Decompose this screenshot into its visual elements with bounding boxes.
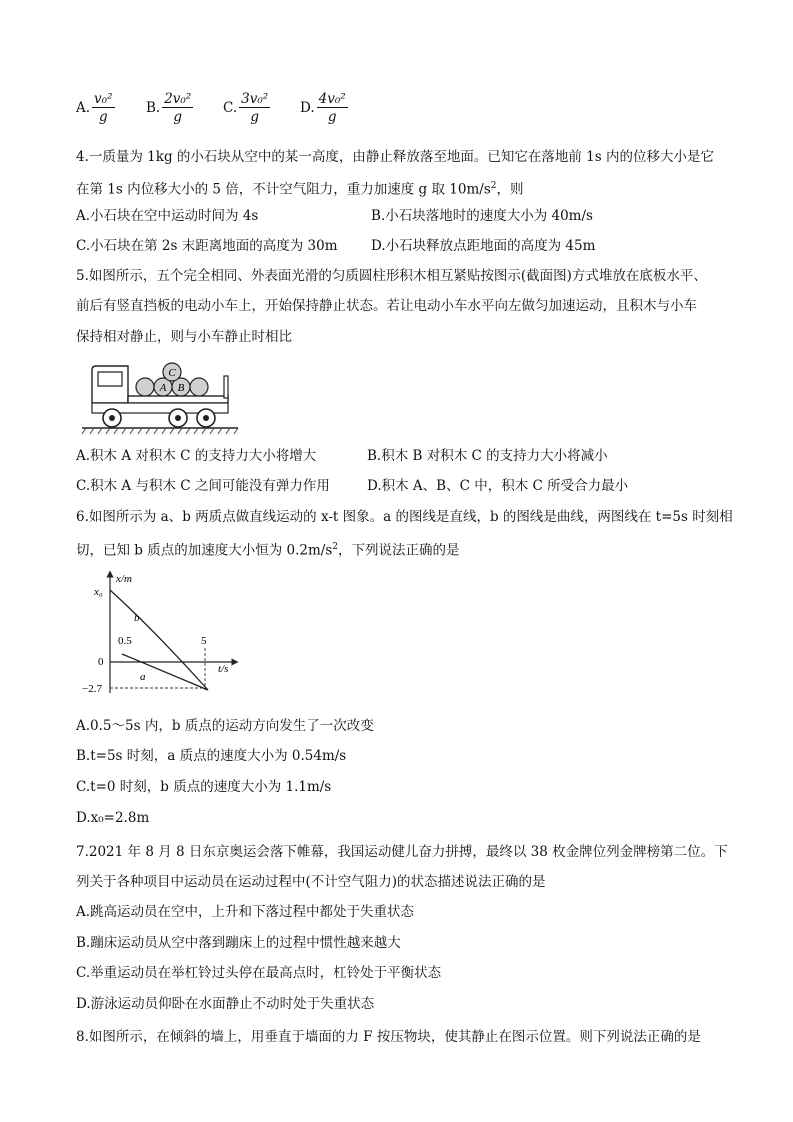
q4-option-a: A.小石块在空中运动时间为 4s: [76, 208, 259, 224]
q7-option-b: B.蹦床运动员从空中落到蹦床上的过程中惯性越来越大: [76, 935, 401, 951]
truck-bed: [128, 396, 228, 403]
y-axis-label: x/m: [116, 573, 132, 585]
q7-stem-line1: 7.2021 年 8 月 8 日东京奥运会落下帷幕，我国运动健儿奋力拼搏，最终以 38 枚金牌位列金牌榜第二位。下: [76, 844, 728, 860]
q6-option-d: D.x₀=2.8m: [76, 810, 150, 826]
tick-05-label: 0.5: [118, 635, 132, 647]
q3-option-d-fraction: [317, 91, 348, 126]
q4-stem-line2-sup: 2: [490, 181, 497, 191]
q5-option-d: D.积木 A、B、C 中，积木 C 所受合力最小: [367, 478, 629, 494]
q5-option-b: B.积木 B 对积木 C 的支持力大小将减小: [367, 448, 608, 464]
q6-option-a: A.0.5～5s 内，b 质点的运动方向发生了一次改变: [76, 718, 374, 734]
truck-window: [98, 372, 122, 386]
q6-xt-graph: [80, 568, 240, 698]
q6-option-c: C.t=0 时刻，b 质点的速度大小为 1.1m/s: [76, 779, 332, 795]
label-a: A: [159, 382, 167, 394]
q3-option-c-den: g: [250, 108, 259, 125]
line-a-label: a: [140, 671, 146, 683]
q6-option-b: B.t=5s 时刻，a 质点的速度大小为 0.54m/s: [76, 748, 347, 764]
tick-5-label: 5: [201, 635, 207, 647]
q5-stem-line2: 前后有竖直挡板的电动小车上，开始保持静止状态。若让电动小车水平向左做匀加速运动，且积木与小车: [76, 298, 697, 314]
q6-stem-line1: 6.如图所示为 a、b 两质点做直线运动的 x-t 图象。a 的图线是直线，b 的图线是曲线，两图线在 t=5s 时刻相: [76, 509, 733, 525]
label-b: B: [177, 382, 185, 394]
x-axis-label: t/s: [218, 663, 229, 675]
q3-option-b: [146, 86, 193, 130]
q4-option-c: C.小石块在第 2s 末距离地面的高度为 30m: [76, 238, 338, 254]
wheel-front-hub: [109, 415, 115, 421]
q7-option-c: C.举重运动员在举杠铃过头停在最高点时，杠铃处于平衡状态: [76, 965, 442, 981]
curve-b-label: b: [134, 612, 140, 624]
q5-stem-line3: 保持相对静止，则与小车静止时相比: [76, 329, 292, 345]
wheel-mid-hub: [175, 415, 181, 421]
q6-stem-line2: [76, 537, 460, 561]
q4-option-b: B.小石块落地时的速度大小为 40m/s: [371, 208, 593, 224]
q7-option-d: D.游泳运动员仰卧在水面静止不动时处于失重状态: [76, 996, 375, 1012]
x0-label: x₀: [94, 586, 103, 598]
truck-back-board: [224, 376, 228, 398]
q3-option-a-label: A.: [76, 100, 91, 116]
q3-option-c: [223, 86, 270, 130]
q3-option-a-num: v₀²: [94, 90, 113, 107]
q3-option-c-fraction: [239, 91, 270, 126]
q3-option-d-label: D.: [300, 100, 315, 116]
q5-option-c: C.积木 A 与积木 C 之间可能没有弹力作用: [76, 478, 330, 494]
q3-option-b-num: 2v₀²: [164, 90, 192, 107]
q5-truck-figure: [80, 358, 240, 436]
q4-option-d: D.小石块释放点距地面的高度为 45m: [371, 238, 596, 254]
q3-option-d-num: 4v₀²: [318, 90, 346, 107]
q7-option-a: A.跳高运动员在空中，上升和下落过程中都处于失重状态: [76, 904, 415, 920]
q4-stem-line2-text: 在第 1s 内位移大小的 5 倍，不计空气阻力，重力加速度 g 取 10m/s: [76, 181, 491, 198]
q6-stem-line2-text: 切，已知 b 质点的加速度大小恒为 0.2m/s: [76, 542, 333, 559]
q4-stem-line2: [76, 176, 523, 200]
q3-option-a-fraction: [92, 91, 114, 126]
ground-hatching: [82, 428, 238, 434]
q4-stem-line2-tail: ，则: [496, 181, 524, 198]
q3-option-b-fraction: [162, 91, 193, 126]
q6-stem-line2-tail: ，下列说法正确的是: [338, 542, 460, 559]
line-a: [122, 654, 208, 690]
q3-option-d-den: g: [327, 108, 337, 125]
q7-stem-line2: 列关于各种项目中运动员在运动过程中(不计空气阻力)的状态描述说法正确的是: [76, 874, 546, 890]
q3-option-a-den: g: [98, 108, 108, 125]
q3-option-b-label: B.: [146, 100, 161, 116]
wheel-rear-hub: [203, 415, 209, 421]
q3-option-b-den: g: [173, 108, 183, 125]
cylinder-left: [136, 378, 154, 396]
q6-stem-line2-sup: 2: [332, 542, 338, 552]
tick-neg-label: −2.7: [82, 683, 102, 695]
q8-stem-line1: 8.如图所示，在倾斜的墙上，用垂直于墙面的力 F 按压物块，使其静止在图示位置。则下列说法正确的是: [76, 1029, 701, 1045]
q3-option-d: [300, 86, 348, 130]
q3-option-a: [76, 86, 115, 130]
q3-option-c-num: 3v₀²: [241, 90, 269, 107]
q5-stem-line1: 5.如图所示，五个完全相同、外表面光滑的匀质圆柱形积木相互紧贴按图示(截面图)方式堆放在底板水平、: [76, 268, 707, 284]
q3-option-c-label: C.: [223, 100, 238, 116]
cylinder-right: [190, 378, 208, 396]
origin-label: 0: [98, 656, 104, 668]
q5-option-a: A.积木 A 对积木 C 的支持力大小将增大: [76, 448, 317, 464]
label-c: C: [168, 367, 176, 379]
q4-stem-line1: 4.一质量为 1kg 的小石块从空中的某一高度，由静止释放落至地面。已知它在落地前 1s 内的位移大小是它: [76, 149, 714, 165]
